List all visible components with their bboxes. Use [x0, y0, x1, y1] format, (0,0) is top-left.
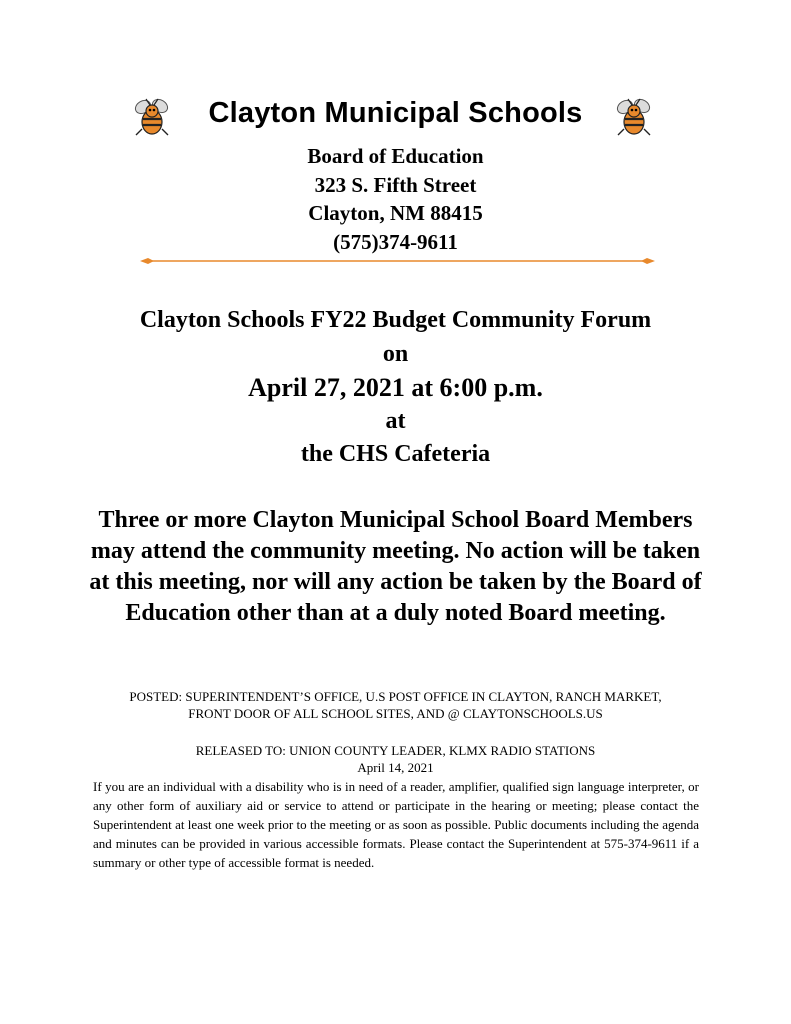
posted-locations	[0, 688, 791, 722]
forum-date: April 27, 2021 at 6:00 p.m.	[248, 373, 543, 402]
released-to: RELEASED TO: UNION COUNTY LEADER, KLMX RADIO STATIONS	[195, 743, 596, 758]
school-name: Clayton Municipal Schools	[208, 97, 583, 129]
divider-line	[140, 255, 655, 267]
forum-on: on	[382, 341, 409, 367]
release-date: April 14, 2021	[357, 760, 434, 775]
forum-at: at	[385, 408, 406, 434]
board-attendance-notice: Three or more Clayton Municipal School Board Members may attend the community meeting. No action will be taken at this meeting, nor will any action be taken by the Board of Education other than at a duly noted Board meeting.	[89, 507, 702, 626]
street-address: 323 S. Fifth Street	[314, 172, 477, 197]
hornet-mascot-icon	[612, 95, 656, 139]
address-block	[0, 142, 791, 256]
accessibility-statement: If you are an individual with a disability who is in need of a reader, amplifier, qualified sign language interpreter, or any other form of auxiliary aid or service to attend or participate in the hearing or meeting; please contact the Superintendent at least one week prior to the meeting or as soon as possible. Public documents including the agenda and minutes can be provided in various accessible formats. Please contact the Superintendent at 575-374-9611 if a summary or other type of accessible format is needed.	[93, 779, 699, 870]
posted-line-1: POSTED: SUPERINTENDENT’S OFFICE, U.S POST OFFICE IN CLAYTON, RANCH MARKET,	[129, 689, 662, 704]
forum-announcement	[0, 304, 791, 471]
forum-location: the CHS Cafeteria	[300, 441, 491, 467]
posted-line-2: FRONT DOOR OF ALL SCHOOL SITES, AND @ CLAYTONSCHOOLS.US	[188, 706, 603, 721]
city-state-zip: Clayton, NM 88415	[308, 201, 483, 225]
letterhead	[0, 95, 791, 141]
release-info	[0, 742, 791, 776]
phone-number: (575)374-9611	[333, 229, 458, 254]
forum-title: Clayton Schools FY22 Budget Community Forum	[139, 307, 652, 333]
board-name: Board of Education	[307, 144, 484, 168]
